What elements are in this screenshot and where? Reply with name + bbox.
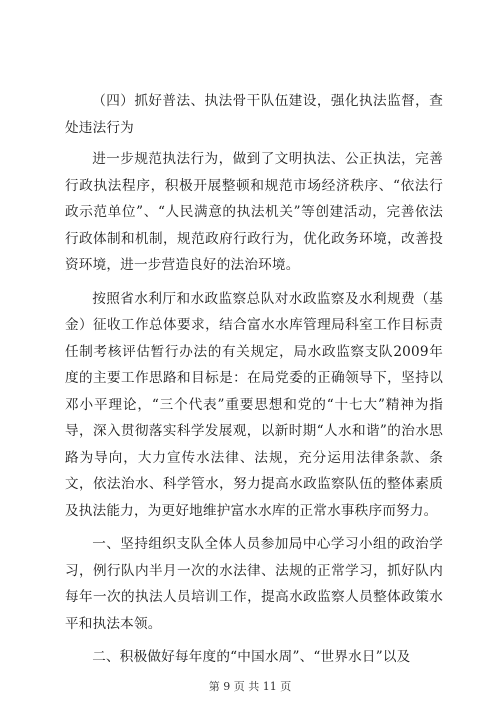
document-body [65,88,443,678]
page-number-footer: 第 9 页 共 11 页 [208,680,292,693]
body-paragraph: 一、坚持组织支队全体人员参加局中心学习小组的政治学习，例行队内半月一次的水法律、法规的正常学习，抓好队内每年一次的执法人员培训工作，提高水政监察人员整体政策水平和执法本领。 [65,536,443,632]
body-paragraph: 进一步规范执法行为，做到了文明执法、公正执法，完善行政执法程序，积极开展整顿和规范市场经济秩序、“依法行政示范单位”、“人民满意的执法机关”等创建活动，完善依法行政体制和机制，规范政府行政行为，优化政务环境，改善投资环境，进一步营造良好的法治环境。 [65,151,443,273]
body-paragraph: 二、积极做好每年度的“中国水周”、“世界水日”以及 [92,649,411,665]
section-heading: （四）抓好普法、执法骨干队伍建设，强化执法监督，查处违法行为 [65,93,443,136]
body-paragraph: 按照省水利厅和水政监察总队对水政监察及水利规费（基金）征收工作总体要求，结合富水水库管理局科室工作目标责任制考核评估暂行办法的有关规定，局水政监察支队2009年度的主要工作思路和目标是：在局党委的正确领导下，坚持以邓小平理论，“三个代表”重要思想和党的“十七大”精神为指导，深入贯彻落实科学发展观，以新时期“人水和谐”的治水思路为导向，大力宣传水法律、法规，充分运用法律条款、条文，依法治水、科学管水，努力提高水政监察队伍的整体素质及执法能力，为更好地维护富水水库的正常水事秩序而努力。 [65,290,443,519]
